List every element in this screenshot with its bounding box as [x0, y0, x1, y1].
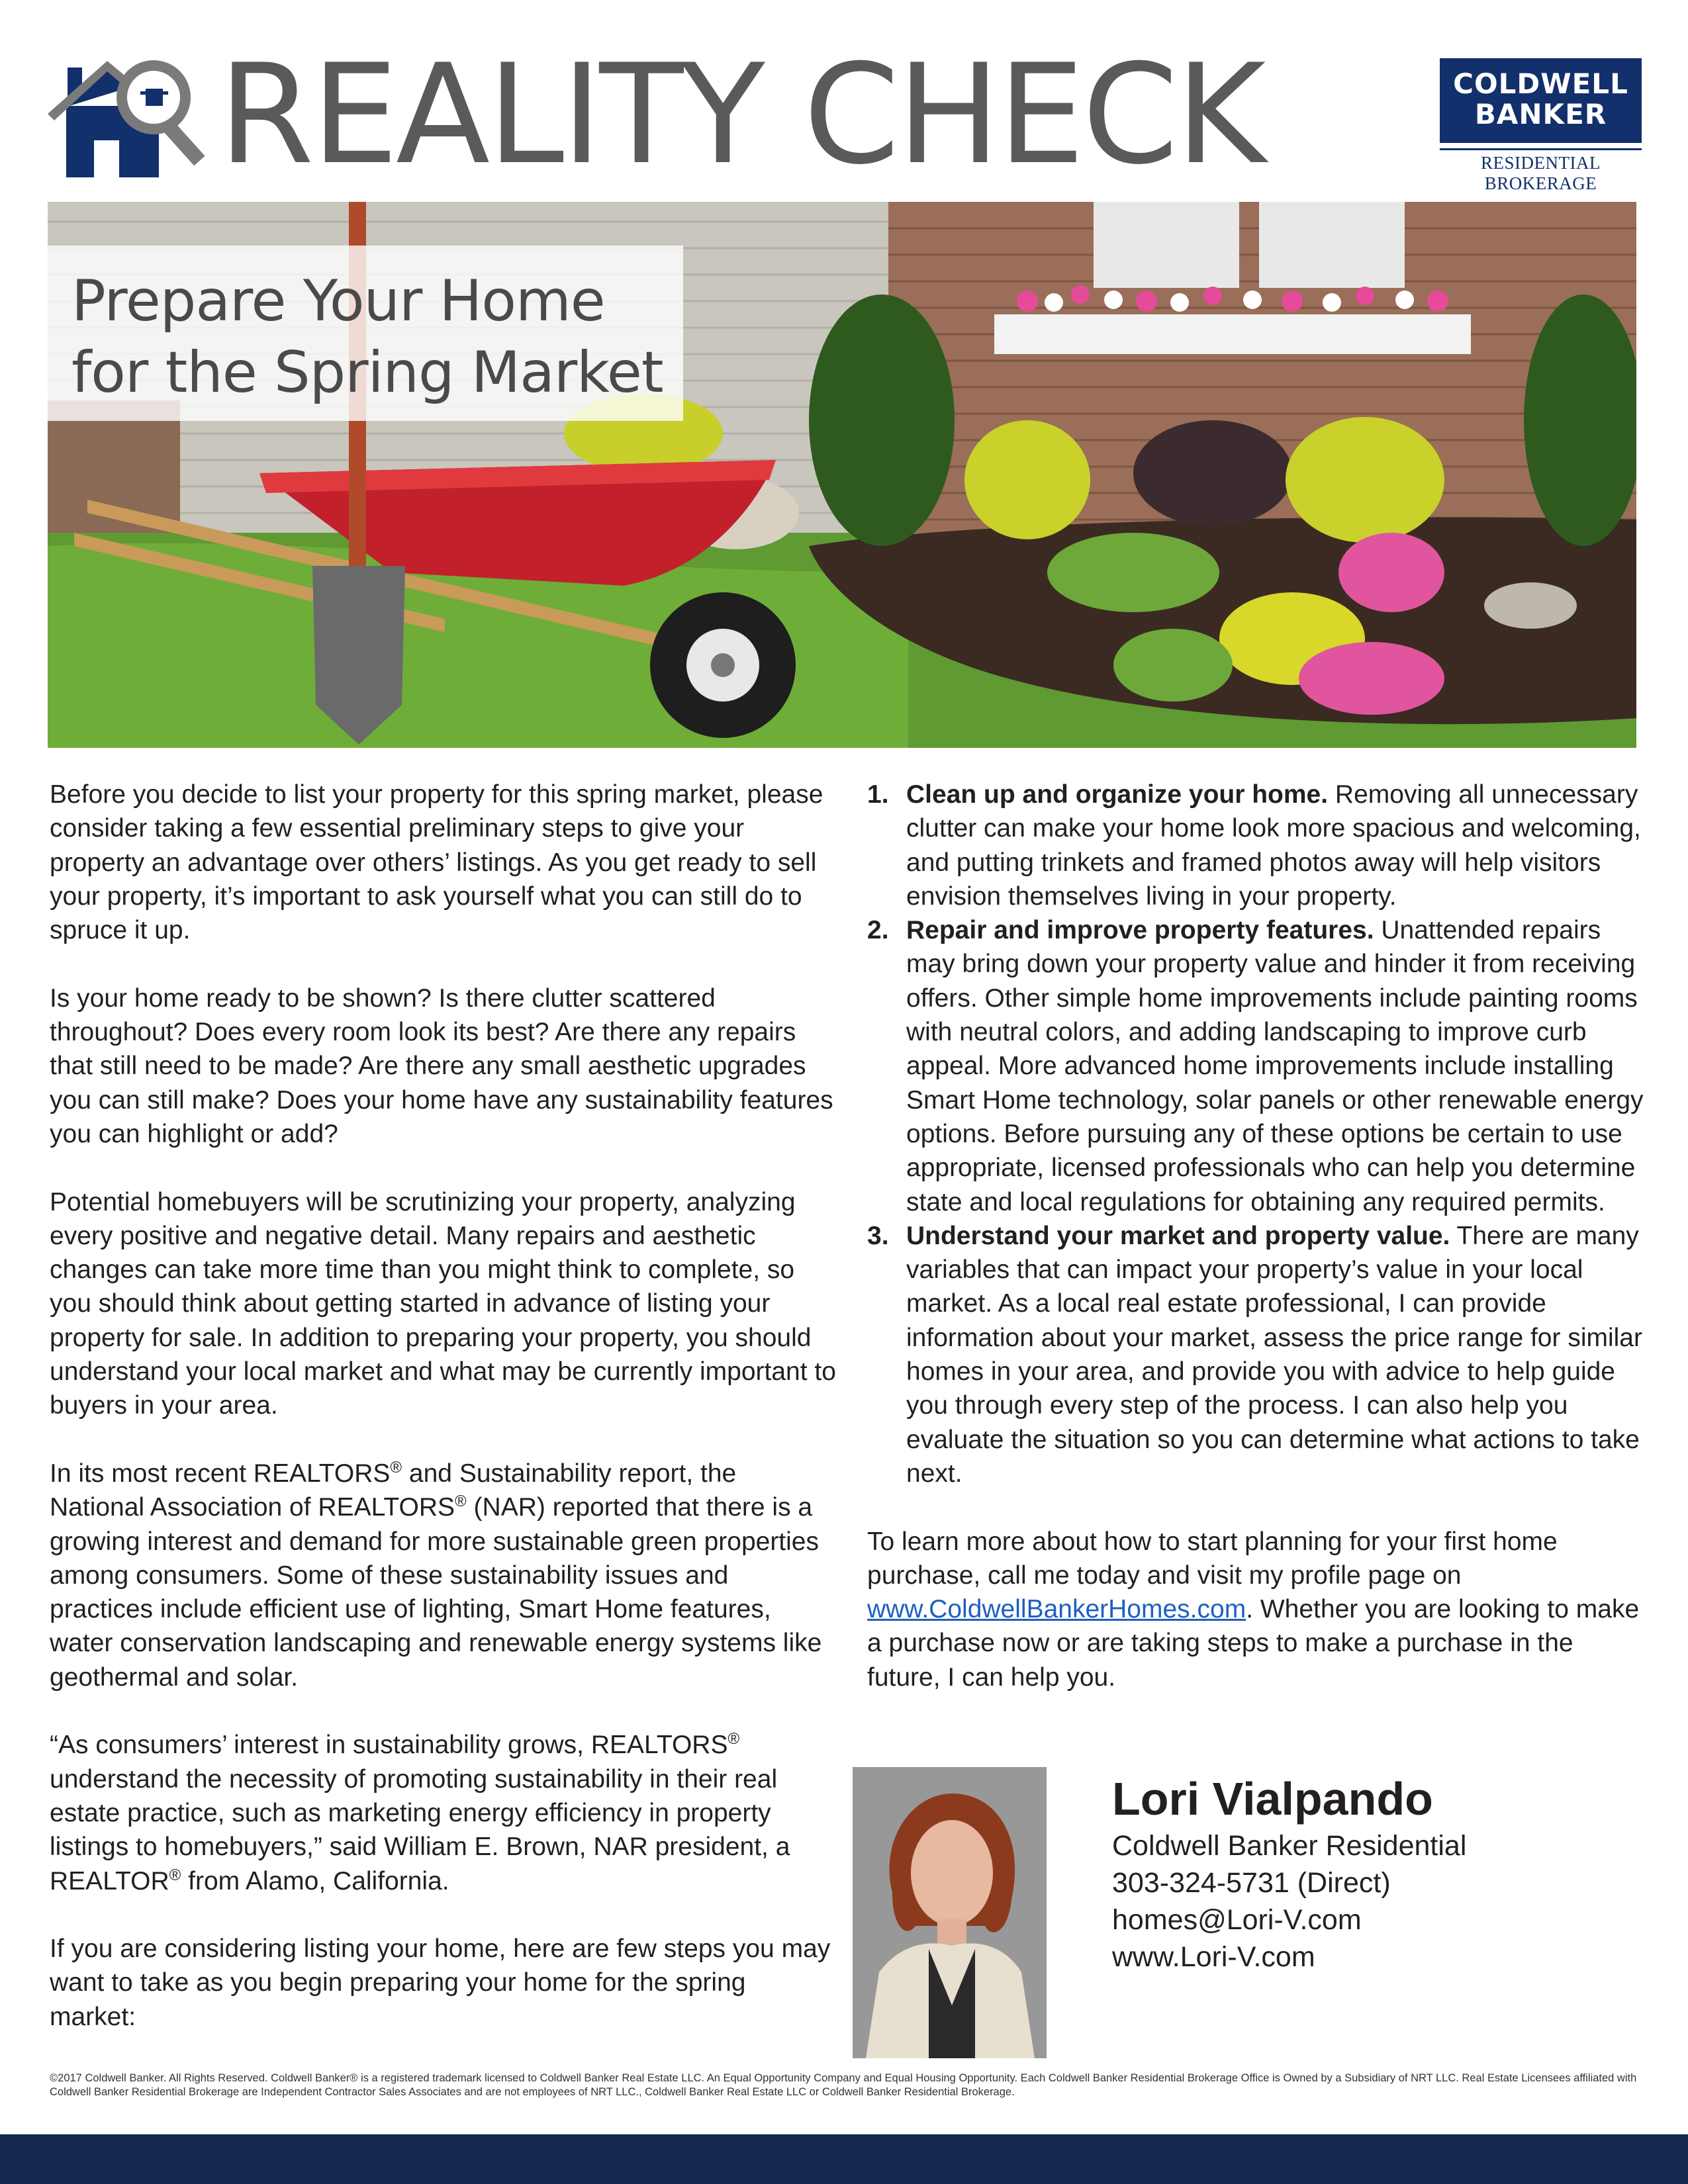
- registered-mark: ®: [727, 1730, 740, 1749]
- coldwell-banker-homes-link[interactable]: www.ColdwellBankerHomes.com: [867, 1595, 1246, 1624]
- step-number: 3.: [867, 1221, 889, 1250]
- nar-report-paragraph: [50, 1457, 837, 1694]
- step-number: 2.: [867, 916, 889, 945]
- step-text: There are many variables that can impact your property’s value in your local market. As a local real estate professional, I can provide information about your market, assess the price range for similar homes in your area, and provide you with advice to help guide you through every step of the process. I can also help you evaluate the situation so you can determine what actions to take next.: [906, 1221, 1642, 1488]
- hero-title-line2: for the Spring Market: [71, 340, 663, 406]
- closing-paragraph: [867, 1525, 1648, 1694]
- step-item: [867, 778, 1648, 913]
- brand-subline: RESIDENTIAL BROKERAGE: [1440, 148, 1642, 194]
- step-text: Removing all unnecessary clutter can make your home look more spacious and welcoming, and putting trinkets and framed photos away will help visitors envision themselves living in your property.: [906, 780, 1641, 911]
- agent-phone[interactable]: 303-324-5731 (Direct): [1112, 1867, 1391, 1899]
- coldwell-banker-logo: [1440, 58, 1642, 193]
- agent-photo: [853, 1767, 1047, 2058]
- quote-paragraph: [50, 1728, 837, 1897]
- nar-text-c: (NAR) reported that there is a growing interest and demand for more sustainable green properties among consumers. Some of these sustainability issues and practices include efficient use of lighting, Smart Home features, water conservation landscaping and renewable energy systems like geothermal and solar.: [50, 1493, 822, 1692]
- step-item: [867, 913, 1648, 1219]
- step-heading: Understand your market and property value.: [906, 1221, 1450, 1250]
- step-number: 1.: [867, 780, 889, 809]
- step-text: Unattended repairs may bring down your property value and hinder it from receiving offers. Other simple home improvements include painting rooms with neutral colors, and adding landscaping to improve curb appeal. More advanced home improvements include installing Smart Home technology, solar panels or other renewable energy options. Before pursuing any of these options be certain to use appropriate, licensed professionals who can help you determine state and local regulations for obtaining any required permits.: [906, 916, 1644, 1216]
- step-heading: Clean up and organize your home.: [906, 780, 1329, 809]
- left-column: [50, 778, 837, 2034]
- agent-website[interactable]: www.Lori-V.com: [1112, 1941, 1315, 1973]
- hero-title-panel: [48, 246, 683, 421]
- agent-name: Lori Vialpando: [1112, 1773, 1433, 1825]
- house-magnifier-icon: [48, 48, 213, 180]
- agent-company: Coldwell Banker Residential: [1112, 1830, 1467, 1862]
- quote-text-c: from Alamo, California.: [181, 1866, 449, 1895]
- right-column: [867, 778, 1648, 1728]
- nar-text-a: In its most recent REALTORS: [50, 1459, 391, 1488]
- intro-paragraph: Before you decide to list your property for this spring market, please consider taking a few essential preliminary steps to give your property an advantage over others’ listings. As you get ready to sell your property, it’s important to ask yourself what you can still do to spruce it up.: [50, 780, 823, 945]
- hero-image: [48, 202, 1636, 748]
- closing-text-a: To learn more about how to start planning for your first home purchase, call me today and visit my profile page on: [867, 1527, 1558, 1590]
- buyers-paragraph: Potential homebuyers will be scrutinizing your property, analyzing every positive and negative detail. Many repairs and aesthetic changes can take more time than you might think to complete, so you should think about getting started in advance of listing your property for sale. In addition to preparing your property, you should understand your local market and what may be currently important to buyers in your area.: [50, 1187, 836, 1420]
- brand-line2: BANKER: [1474, 98, 1607, 130]
- steps-intro-paragraph: If you are considering listing your home, here are few steps you may want to take as you begin preparing your home for the spring market:: [50, 1934, 831, 2031]
- masthead-title: REALITY CHECK: [218, 35, 1264, 195]
- brand-box: [1440, 58, 1642, 143]
- registered-mark: ®: [455, 1492, 467, 1511]
- nar-text-b: and Sustainability report, the National Association of REALTORS: [50, 1459, 737, 1522]
- step-heading: Repair and improve property features.: [906, 916, 1374, 945]
- agent-contact: [1112, 1770, 1628, 1976]
- quote-text-a: “As consumers’ interest in sustainability grows, REALTORS: [50, 1731, 728, 1760]
- quote-text-b: understand the necessity of promoting sustainability in their real estate practice, such as marketing energy efficiency in property listings to homebuyers,” said William E. Brown, NAR president, a REALTOR: [50, 1764, 790, 1895]
- closing-text-b: . Whether you are looking to make a purchase now or are taking steps to make a purchase in the future, I can help you.: [867, 1595, 1640, 1692]
- legal-disclaimer: ©2017 Coldwell Banker. All Rights Reserved. Coldwell Banker® is a registered trademark licensed to Coldwell Banker Real Estate LLC. An Equal Opportunity Company and Equal Housing Opportunity. Each Coldwell Banker Residential Brokerage Office is Owned by a Subsidiary of NRT LLC. Real Estate Licensees affiliated with Coldwell Banker Residential Brokerage are Independent Contractor Sales Associates and are not employees of NRT LLC., Coldwell Banker Real Estate LLC or Coldwell Banker Residential Brokerage.: [50, 2072, 1637, 2098]
- agent-email[interactable]: homes@Lori-V.com: [1112, 1904, 1362, 1936]
- registered-mark: ®: [169, 1866, 181, 1884]
- registered-mark: ®: [390, 1458, 402, 1477]
- hero-title: [71, 265, 663, 408]
- footer-bar: [0, 2134, 1688, 2184]
- step-item: [867, 1219, 1648, 1490]
- questions-paragraph: Is your home ready to be shown? Is there clutter scattered throughout? Does every room look its best? Are there any repairs that still need to be made? Are there any small aesthetic upgrades you can still make? Does your home have any sustainability features you can highlight or add?: [50, 983, 833, 1148]
- steps-list: [867, 778, 1648, 1490]
- hero-title-line1: Prepare Your Home: [71, 268, 605, 334]
- brand-line1: COLDWELL: [1453, 68, 1628, 100]
